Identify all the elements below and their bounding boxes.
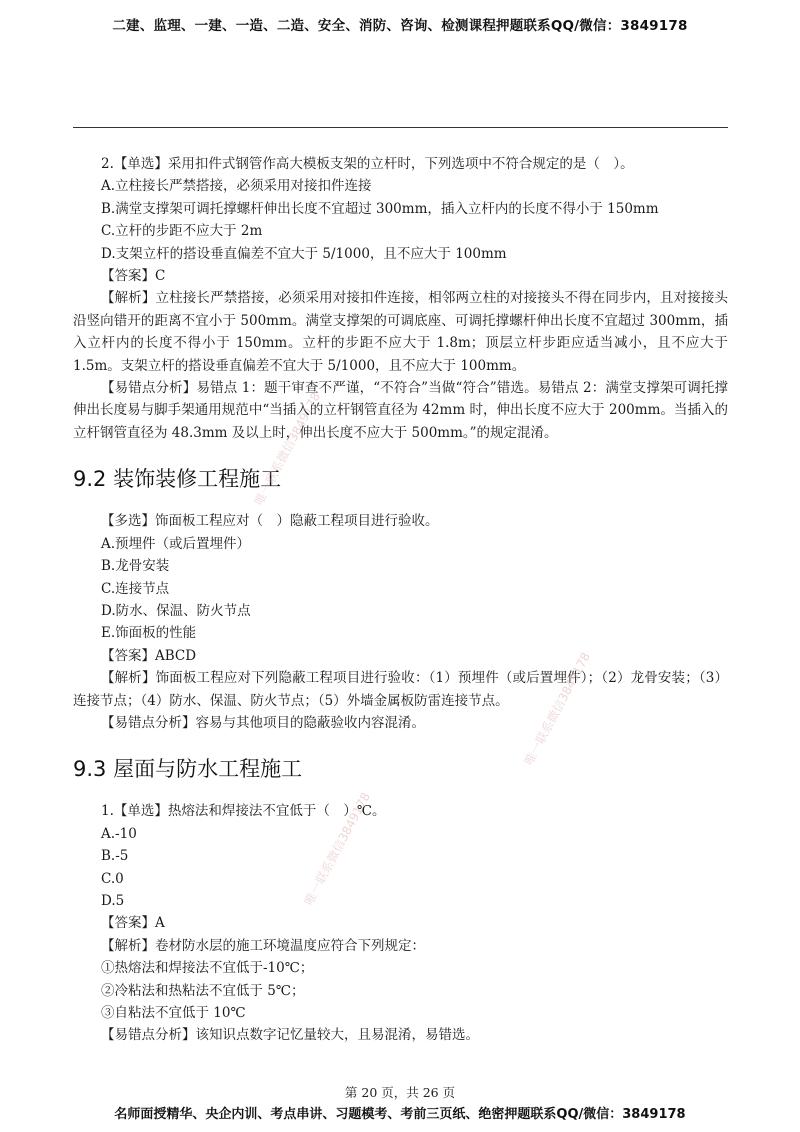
s92-analysis: 【解析】饰面板工程应对下列隐蔽工程项目进行验收：（1）预埋件（或后置埋件）；（2）龙骨安装；（3）连接节点；（4）防水、保温、防火节点；（5）外墙金属板防雷连接节点。 <box>73 670 728 709</box>
s93-question: 1.【单选】热熔法和焊接法不宜低于（ ）℃。 <box>101 803 386 820</box>
q2-question: 2.【单选】采用扣件式钢管作高大模板支架的立杆时，下列选项中不符合规定的是（ ）。 <box>101 156 634 172</box>
s93-error-analysis: 【易错点分析】该知识点数字记忆量较大，且易混淆，易错选。 <box>101 1027 479 1044</box>
watermark-text: 唯一联系微信3849178 <box>521 650 594 768</box>
s92-option-d: D.防水、保温、防火节点 <box>101 602 251 619</box>
s93-answer: 【答案】A <box>101 915 165 932</box>
header-divider <box>73 127 728 128</box>
s92-question: 【多选】饰面板工程应对（ ）隐蔽工程项目进行验收。 <box>101 513 439 530</box>
q2-answer: 【答案】C <box>101 268 166 285</box>
section-9-3-title: 9.3 屋面与防水工程施工 <box>73 757 303 782</box>
q2-option-c: C.立杆的步距不应大于 2m <box>101 223 263 240</box>
watermark-text: 唯一联系微信3849178 <box>301 790 374 908</box>
s92-option-b: B.龙骨安装 <box>101 558 170 575</box>
s93-analysis-item-2: ②冷粘法和热粘法不宜低于 5℃； <box>101 982 305 999</box>
s93-option-a: A.-10 <box>101 825 137 842</box>
s93-analysis-intro: 【解析】卷材防水层的施工环境温度应符合下列规定： <box>101 937 425 954</box>
s93-option-c: C.0 <box>101 870 124 887</box>
s92-option-c: C.连接节点 <box>101 580 170 597</box>
page-content <box>73 153 728 1047</box>
section-9-2-title: 9.2 装饰装修工程施工 <box>73 467 282 492</box>
q2-option-b: B.满堂支撑架可调托撑螺杆伸出长度不宜超过 300mm，插入立杆内的长度不得小于 150mm <box>101 200 659 217</box>
footer-banner: 名师面授精华、央企内训、考点串讲、习题模考、考前三页纸、绝密押题联系QQ/微信：3849178 <box>114 1107 686 1122</box>
s93-option-b: B.-5 <box>101 848 129 865</box>
header-banner: 二建、监理、一建、一造、二造、安全、消防、咨询、检测课程押题联系QQ/微信：3849178 <box>112 18 688 34</box>
s92-answer: 【答案】ABCD <box>101 647 197 664</box>
page-number: 第 20 页，共 26 页 <box>344 1085 456 1100</box>
s92-option-e: E.饰面板的性能 <box>101 625 197 642</box>
q2-option-a: A.立柱接长严禁搭接，必须采用对接扣件连接 <box>101 178 372 195</box>
s92-error-analysis: 【易错点分析】容易与其他项目的隐蔽验收内容混淆。 <box>101 714 425 731</box>
q2-analysis: 【解析】立柱接长严禁搭接，必须采用对接扣件连接，相邻两立柱的对接接头不得在同步内，且对接接头沿竖向错开的距离不宜小于 500mm。满堂支撑架的可调底座、可调托撑螺杆伸出长度不宜超过 300mm，插入立杆内的长度不得小于 150mm。立杆的步距不应大于 1.8m；顶层立杆步距应适当减小，且不应大于 1.5m。支架立杆的搭设垂直偏差不宜大于 5/1000，且不应大于 100mm。 <box>73 290 728 374</box>
s93-option-d: D.5 <box>101 892 125 909</box>
s92-option-a: A.预埋件（或后置埋件） <box>101 535 251 552</box>
s93-analysis-item-1: ①热熔法和焊接法不宜低于-10℃； <box>101 960 314 977</box>
watermark-text: 唯一联系微信3849178 <box>251 390 324 508</box>
s93-analysis-item-3: ③自粘法不宜低于 10℃ <box>101 1005 246 1021</box>
q2-option-d: D.支架立杆的搭设垂直偏差不宜大于 5/1000，且不应大于 100mm <box>101 245 507 262</box>
q2-error-analysis: 【易错点分析】易错点 1：题干审查不严谨，“不符合”当做“符合”错选。易错点 2：满堂支撑架可调托撑伸出长度易与脚手架通用规范中“当插入的立杆钢管直径为 42mm 时，伸出长度不应大于 200mm。当插入的立杆钢管直径为 48.3mm 及以上时，伸出长度不应大于 500mm。”的规定混淆。 <box>73 380 728 441</box>
